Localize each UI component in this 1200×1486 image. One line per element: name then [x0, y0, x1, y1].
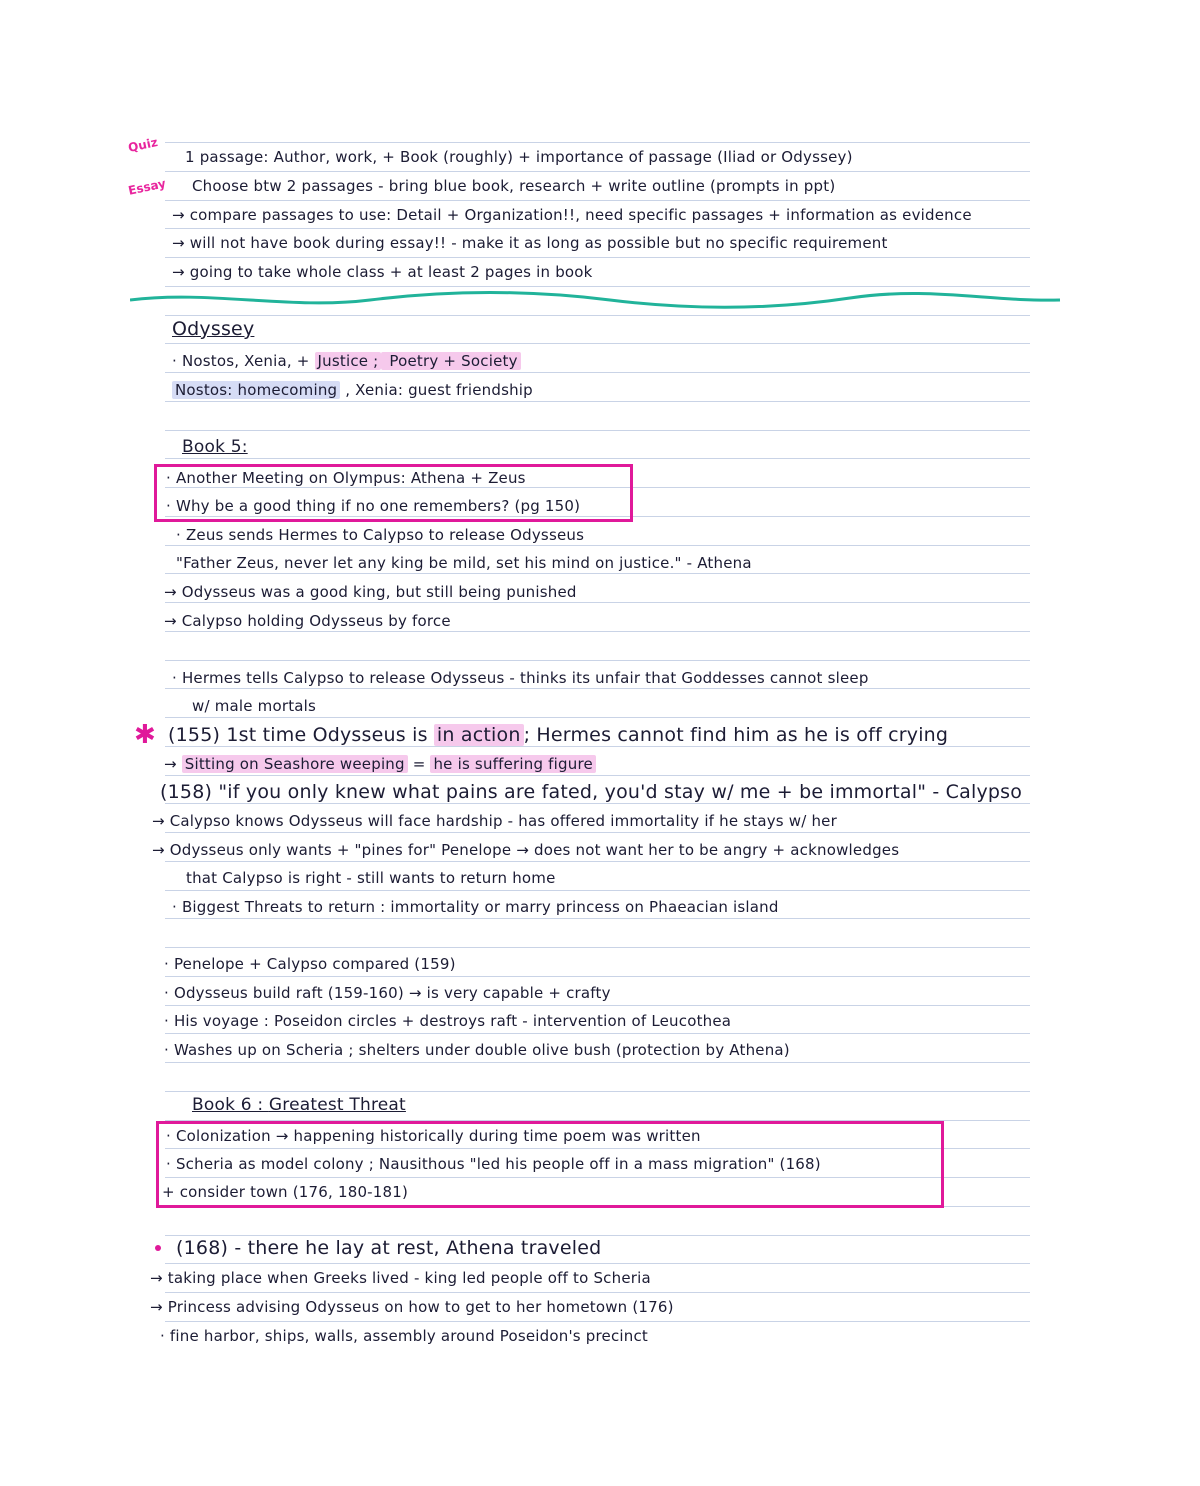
- ruled-line: [165, 315, 1030, 316]
- book5-hermes-tells: · Hermes tells Calypso to release Odysseus - thinks its unfair that Goddesses cannot sleep: [172, 669, 869, 687]
- book5-after-1: · Penelope + Calypso compared (159): [164, 955, 456, 973]
- book5-penelope-pines: → Odysseus only wants + "pines for" Penelope → does not want her to be angry + acknowledges: [152, 841, 900, 859]
- ruled-line: [165, 1062, 1030, 1063]
- ruled-line: [165, 1263, 1030, 1264]
- book5-penelope-cont: that Calypso is right - still wants to return home: [186, 869, 556, 887]
- themes-poetry: Poetry + Society: [381, 352, 520, 370]
- ruled-line: [165, 746, 1030, 747]
- book5-calypso-quote: (158) "if you only knew what pains are fated, you'd stay w/ me + be immortal" - Calypso: [160, 781, 1023, 803]
- ruled-line: [165, 890, 1030, 891]
- themes-justice: Justice ;: [315, 352, 382, 370]
- quiz-note: 1 passage: Author, work, + Book (roughly) + importance of passage (Iliad or Odyssey): [185, 148, 853, 166]
- quiz-tag: Quiz: [126, 135, 159, 155]
- odyssey-themes: · Nostos, Xenia, + Justice ; Poetry + Society: [172, 350, 521, 372]
- ruled-line: [165, 717, 1030, 718]
- themes-lead: Nostos, Xenia, +: [181, 352, 315, 370]
- ruled-line: [165, 1292, 1030, 1293]
- book6-line-princess: → Princess advising Odysseus on how to get to her hometown (176): [150, 1298, 674, 1316]
- ruled-line: [165, 1321, 1030, 1322]
- pink-bullet: [155, 1245, 161, 1251]
- ruled-line: [165, 458, 1030, 459]
- book5-first-action: (155) 1st time Odysseus is in action ; Hermes cannot find him as he is off crying: [168, 724, 949, 746]
- ruled-line: [165, 947, 1030, 948]
- essay-note-compare: → compare passages to use: Detail + Organization!!, need specific passages + information as evidence: [172, 206, 972, 224]
- essay-tag: Essay: [126, 176, 168, 198]
- ruled-line: [165, 1091, 1030, 1092]
- star-icon: ✱: [134, 720, 156, 750]
- book5-hermes-cont: w/ male mortals: [192, 697, 317, 715]
- ruled-line: [165, 660, 1030, 661]
- book5-heading: Book 5:: [182, 437, 248, 457]
- ruled-line: [165, 200, 1030, 201]
- book5-odysseus-punished: → Odysseus was a good king, but still being punished: [164, 583, 577, 601]
- odyssey-heading: Odyssey: [172, 318, 255, 340]
- book5-after-2: · Odysseus build raft (159-160) → is very capable + crafty: [164, 984, 611, 1002]
- wavy-divider: [130, 288, 1065, 314]
- odyssey-definitions: Nostos: homecoming , Xenia: guest friendship: [172, 379, 533, 401]
- book5-hardship: → Calypso knows Odysseus will face hardship - has offered immortality if he stays w/ her: [152, 812, 837, 830]
- def-nostos: Nostos: homecoming: [172, 381, 340, 399]
- book5-boxed-line-2: · Why be a good thing if no one remembers? (pg 150): [166, 497, 581, 515]
- ruled-line: [165, 171, 1030, 172]
- ruled-line: [165, 832, 1030, 833]
- essay-note: Choose btw 2 passages - bring blue book, research + write outline (prompts in ppt): [192, 177, 836, 195]
- book6-heading: Book 6 : Greatest Threat: [192, 1095, 406, 1115]
- book6-boxed-line-3: + consider town (176, 180-181): [162, 1183, 409, 1201]
- ruled-line: [165, 976, 1030, 977]
- book5-after-3: · His voyage : Poseidon circles + destroys raft - intervention of Leucothea: [164, 1012, 732, 1030]
- ruled-line: [165, 343, 1030, 344]
- book5-line-hermes-sent: · Zeus sends Hermes to Calypso to release Odysseus: [176, 526, 585, 544]
- ruled-line: [165, 1005, 1030, 1006]
- ruled-line: [165, 1033, 1030, 1034]
- ruled-line: [165, 228, 1030, 229]
- ruled-line: [165, 286, 1030, 287]
- book5-calypso-force: → Calypso holding Odysseus by force: [164, 612, 451, 630]
- book6-line-harbor: · fine harbor, ships, walls, assembly around Poseidon's precinct: [160, 1327, 649, 1345]
- def-xenia: Xenia: guest friendship: [355, 381, 533, 399]
- book6-boxed-line-1: · Colonization → happening historically during time poem was written: [166, 1127, 701, 1145]
- essay-note-class: → going to take whole class + at least 2 pages in book: [172, 263, 593, 281]
- ruled-line: [165, 257, 1030, 258]
- ruled-line: [165, 372, 1030, 373]
- ruled-line: [165, 1235, 1030, 1236]
- book6-boxed-line-2: · Scheria as model colony ; Nausithous "led his people off in a mass migration" (168): [166, 1155, 821, 1173]
- ruled-line: [165, 775, 1030, 776]
- ruled-line: [165, 803, 1030, 804]
- book5-athena-quote: "Father Zeus, never let any king be mild, set his mind on justice." - Athena: [176, 554, 752, 572]
- ruled-line: [165, 401, 1030, 402]
- in-action-highlight: in action: [434, 724, 524, 746]
- book5-after-4: · Washes up on Scheria ; shelters under double olive bush (protection by Athena): [164, 1041, 790, 1059]
- book5-sitting: → Sitting on Seashore weeping = he is suffering figure: [164, 753, 596, 775]
- ruled-line: [165, 861, 1030, 862]
- ruled-line: [165, 918, 1030, 919]
- book5-boxed-line-1: · Another Meeting on Olympus: Athena + Zeus: [166, 469, 526, 487]
- ruled-line: [165, 142, 1030, 143]
- book5-threats: · Biggest Threats to return : immortality or marry princess on Phaeacian island: [172, 898, 779, 916]
- book6-line-greeks: → taking place when Greeks lived - king led people off to Scheria: [150, 1269, 651, 1287]
- essay-note-book: → will not have book during essay!! - make it as long as possible but no specific requirement: [172, 234, 888, 252]
- book6-line-rest: (168) - there he lay at rest, Athena traveled: [176, 1237, 602, 1259]
- sitting-highlight: Sitting on Seashore weeping: [182, 755, 408, 773]
- suffering-highlight: he is suffering figure: [430, 755, 595, 773]
- ruled-line: [165, 430, 1030, 431]
